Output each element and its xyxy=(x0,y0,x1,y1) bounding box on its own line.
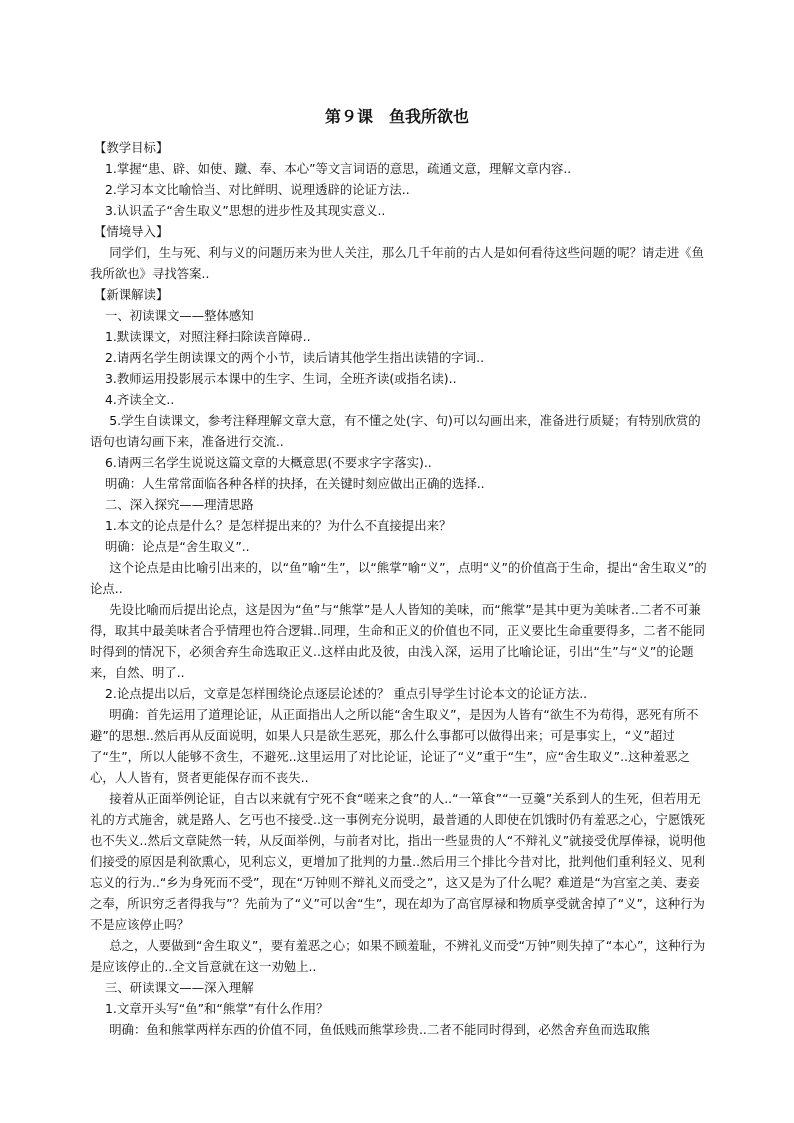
list-item: 1.默读课文，对照注释扫除读音障碍.. xyxy=(105,329,311,344)
list-item: 6.请两三名学生说说这篇文章的大概意思(不要求字字落实).. xyxy=(105,455,432,470)
answer-paragraph: 明确：论点是“舍生取义”.. xyxy=(105,539,250,554)
list-item: 2.请两名学生朗读课文的两个小节，读后请其他学生指出读错的字词.. xyxy=(105,350,485,365)
goal-item: 3.认识孟子“舍生取义”思想的进步性及其现实意义.. xyxy=(105,203,386,218)
answer-paragraph: 明确：首先运用了道理论证，从正面指出人之所以能“舍生取义”，是因为人皆有“欲生不为苟得，恶死有所不避”的思想..然后再从反面说明，如果人只是欲生恶死，那么什么事都可以做得出来；可是事实上，“义”超过了“生”，所以人能够不贪生，不避死..这里运用了对比论证，论证了“义”重于“生”，应“舍生取义”..这种羞恶之心，人人皆有，贤者更能保存而不丧失.. xyxy=(90,707,699,785)
intro-paragraph: 同学们，生与死、利与义的问题历来为世人关注，那么几千年前的古人是如何看待这些问题的呢？请走进《鱼我所欲也》寻找答案.. xyxy=(90,245,704,281)
subsection-title: 二、深入探究——理清思路 xyxy=(105,497,254,512)
body-paragraph: 总之，人要做到“舍生取义”，要有羞恶之心；如果不顾羞耻，不辨礼义而受“万钟”则失掉了“本心”，这种行为是应该停止的..全文旨意就在这一劝勉上.. xyxy=(90,938,706,974)
answer-paragraph: 明确：人生常常面临各种各样的抉择，在关键时刻应做出正确的选择.. xyxy=(105,476,485,491)
goal-item: 2.学习本文比喻恰当、对比鲜明、说理透辟的论证方法.. xyxy=(105,182,410,197)
question: 1.本文的论点是什么？是怎样提出来的？为什么不直接提出来？ xyxy=(105,518,452,533)
list-item: 4.齐读全文.. xyxy=(105,392,175,407)
goal-item: 1.掌握“患、辟、如使、蹴、奉、本心”等文言词语的意思，疏通文意，理解文章内容.. xyxy=(105,161,572,176)
section-heading-intro: 【情境导入】 xyxy=(94,224,169,239)
list-item: 5.学生自读课文，参考注释理解文章大意，有不懂之处(字、句)可以勾画出来，准备进行质疑；有特别欣赏的语句也请勾画下来，准备进行交流.. xyxy=(90,413,701,449)
section-heading-goals: 【教学目标】 xyxy=(94,140,169,155)
body-paragraph: 接着从正面举例论证，自古以来就有宁死不食“嗟来之食”的人..“一箪食”“一豆羹”关系到人的生死，但若用无礼的方式施舍，就是路人、乞丐也不接受..这一事例充分说明，最普通的人即使在饥饿时仍有羞恶之心，宁愿饿死也不失义..然后文章陡然一转，从反面举例，与前者对比，指出一些显贵的人“不辩礼义”就接受优厚俸禄，说明他们接受的原因是利欲熏心，见利忘义，更增加了批判的力量..然后用三个排比今昔对比，批判他们重利轻义、见利忘义的行为..“乡为身死而不受”，现在“万钟则不辩礼义而受之”，这又是为了什么呢？难道是“为宫室之美、妻妾之奉，所识穷乏者得我与”？先前为了“义”可以舍“生”，现在却为了高官厚禄和物质享受就舍掉了“义”，这种行为不是应该停止吗？ xyxy=(90,791,706,932)
list-item: 3.教师运用投影展示本课中的生字、生词，全班齐读(或指名读).. xyxy=(105,371,457,386)
subsection-title: 三、研读课文——深入理解 xyxy=(105,980,254,995)
question: 1.文章开头写“鱼”和“熊掌”有什么作用？ xyxy=(105,1001,329,1016)
answer-paragraph: 明确：鱼和熊掌两样东西的价值不同，鱼低贱而熊掌珍贵..二者不能同时得到，必然舍弃鱼而选取熊 xyxy=(109,1022,650,1037)
question: 2.论点提出以后，文章是怎样围绕论点逐层论述的？ 重点引导学生讨论本文的论证方法.. xyxy=(105,686,588,701)
body-paragraph: 这个论点是由比喻引出来的，以“鱼”喻“生”，以“熊掌”喻“义”，点明“义”的价值高于生命，提出“舍生取义”的论点.. xyxy=(90,560,707,596)
subsection-title: 一、初读课文——整体感知 xyxy=(105,308,254,323)
document-body xyxy=(90,137,710,1040)
page-title: 第９课 鱼我所欲也 xyxy=(324,107,469,126)
section-heading-lesson: 【新课解读】 xyxy=(94,287,169,302)
body-paragraph: 先设比喻而后提出论点，这是因为“鱼”与“熊掌”是人人皆知的美味，而“熊掌”是其中更为美味者..二者不可兼得，取其中最美味者合乎情理也符合逻辑..同理，生命和正义的价值也不同，正义要比生命重要得多，二者不能同时得到的情况下，必须舍弃生命选取正义..这样由此及彼，由浅入深，运用了比喻论证，引出“生”与“义”的论题来，自然、明了.. xyxy=(90,602,706,680)
